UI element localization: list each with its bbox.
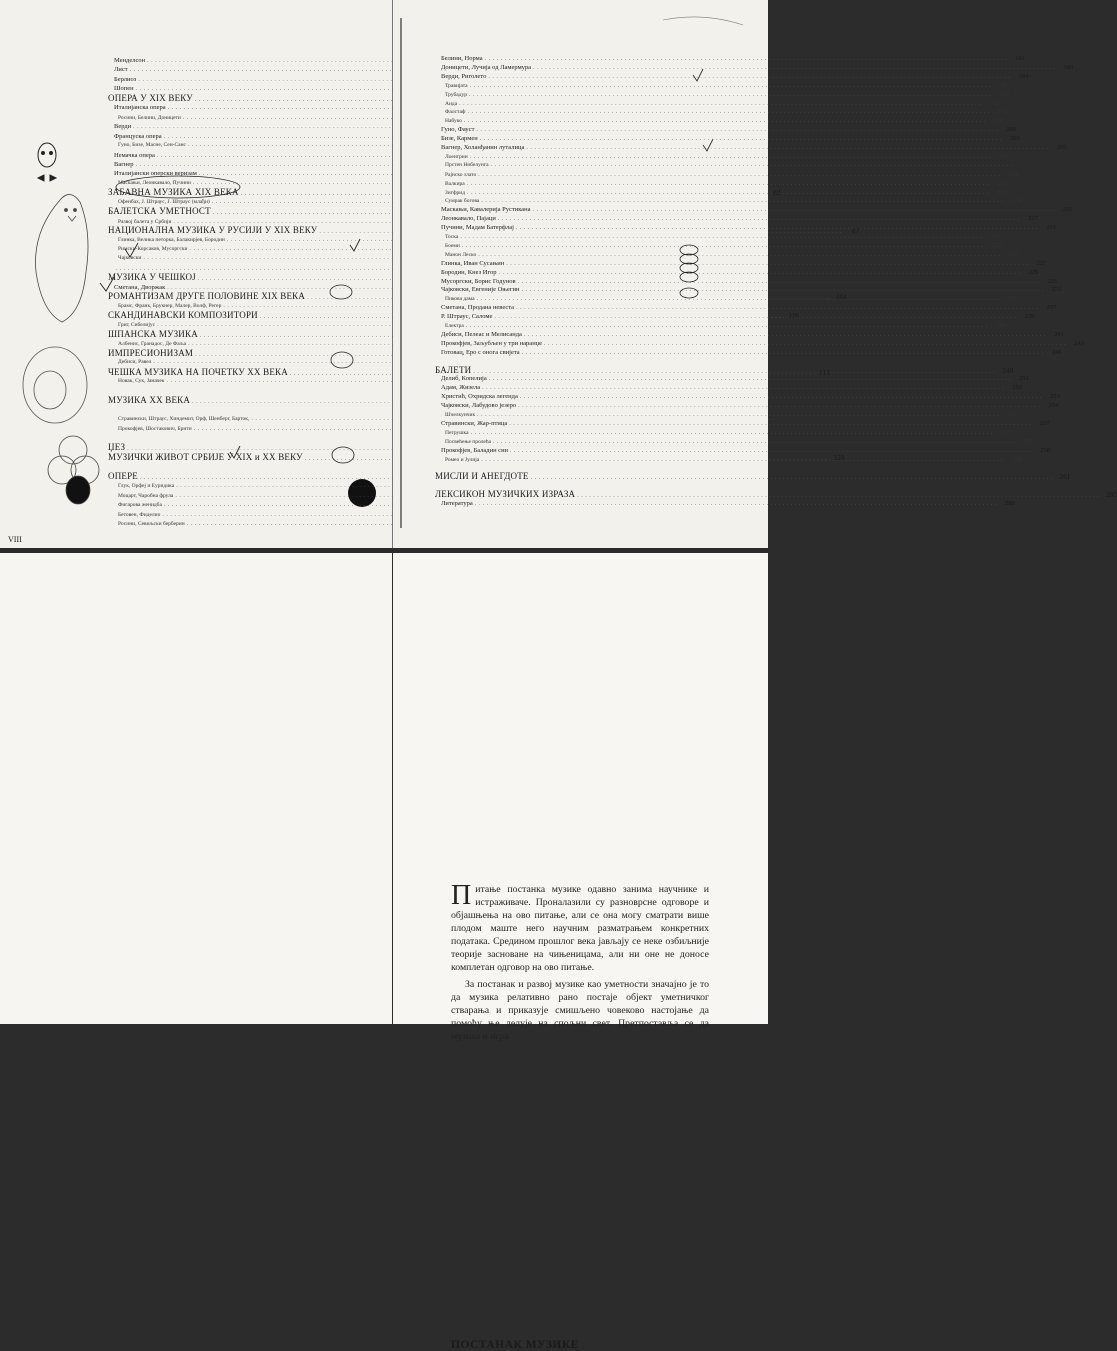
toc-entry-title: Чајковски, Евгеније Оњегин bbox=[441, 286, 520, 294]
toc-entry-page-number: 207 bbox=[999, 152, 1010, 160]
toc-entry-title: Маскањи, Леонкавало, Пучини bbox=[118, 179, 191, 186]
toc-entry-page-number: 243 bbox=[1074, 339, 1085, 347]
toc-entry-page-number: 249 bbox=[1002, 366, 1014, 375]
toc-entry-page-number: 223 bbox=[992, 241, 1002, 249]
toc-entry-title: Сметана, Дворжак bbox=[114, 283, 166, 291]
toc-entry-title: Мусоргски, Борис Годунов bbox=[441, 277, 516, 285]
toc-entry-page-number: 192 bbox=[989, 99, 1000, 107]
toc-entry-title: ЏЕЗ bbox=[108, 442, 126, 453]
toc-entry-title: Електра bbox=[445, 323, 464, 329]
toc-entry-page-number: 209 bbox=[1008, 170, 1019, 178]
toc-entry-page-number: 237 bbox=[1046, 304, 1057, 312]
toc-entry-title: Фигарова женидба bbox=[118, 502, 162, 509]
toc-entry-title: Росини, Белини, Доницети bbox=[118, 114, 181, 121]
toc-entry-title: Адам, Жизела bbox=[441, 384, 481, 392]
toc-entry-title: Вагнер bbox=[114, 160, 134, 168]
toc-entry-title: Белини, Норма bbox=[441, 55, 483, 62]
blank-page-left bbox=[0, 553, 392, 1024]
toc-entry-page-number: 239 bbox=[1024, 313, 1035, 321]
toc-entry-title: Дебиси, Пелеас и Мелисанда bbox=[441, 330, 522, 338]
toc-entry-title: ОПЕРЕ bbox=[108, 470, 138, 481]
toc-entry-title: Христић, Охридска легенда bbox=[441, 393, 518, 401]
toc-entry-title: Офенбах, Ј. Штраус, Ј. Штраус (млађи) bbox=[118, 198, 210, 205]
paragraph-1: Питање постанка музике одавно занима научнике и истраживаче. Проналазили су разноврсне одговоре и објашњења на ово питање, али се она могу сматрати више плодом маште него научним разматрањем конкретних података. Средином прошлог века јављају се неке озбиљније теорије засноване на чињеницама, али ни оне не доносе комплетан одговор на ово питање. bbox=[451, 880, 709, 973]
toc-entry-title: Рајнско злато bbox=[445, 171, 477, 178]
toc-entry-title: Аида bbox=[445, 100, 458, 107]
toc-entry-page-number: 258 bbox=[1040, 446, 1051, 454]
folio-number: VIII bbox=[8, 535, 22, 544]
toc-entry-title: СКАНДИНАВСКИ КОМПОЗИТОРИ bbox=[108, 310, 258, 321]
toc-entry-title: МУЗИЧКИ ЖИВОТ СРБИЈЕ У XIX и XX ВЕКУ bbox=[108, 451, 303, 462]
face-doodle-icon bbox=[38, 143, 56, 181]
toc-entry-page-number: 256 bbox=[1007, 411, 1018, 418]
toc-entry-title: Брамс, Франк, Брукнер, Малер, Волф, Регер bbox=[118, 302, 222, 309]
toc-entry-title: Делиб, Копелија bbox=[441, 375, 487, 383]
toc-entry-title: Прокофјев, Шостакович, Бритн bbox=[118, 425, 192, 432]
toc-entry-page-number: 203 bbox=[1009, 135, 1020, 143]
toc-entry-title: Гуно, Фауст bbox=[441, 126, 475, 134]
toc-entry-title: Бизе, Кармен bbox=[441, 135, 478, 143]
toc-entry-page-number: 254 bbox=[1048, 402, 1059, 410]
toc-entry-page-number: 233 bbox=[1051, 286, 1062, 294]
toc-entry-title: ЧЕШКА МУЗИКА НА ПОЧЕТКУ XX ВЕКА bbox=[108, 366, 288, 377]
toc-entry-title: Пучини, Мадам Батерфлај bbox=[441, 224, 514, 232]
toc-entry-page-number: 235 bbox=[1006, 295, 1017, 303]
toc-entry-page-number: 113 bbox=[819, 368, 830, 377]
toc-entry-page-number: 285 bbox=[1106, 491, 1117, 500]
toc-entry-page-number: 221 bbox=[990, 233, 1001, 240]
toc-entry-title: Боеми bbox=[445, 242, 460, 249]
toc-entry-title: Чајковски, Лабудово језеро bbox=[441, 402, 517, 410]
toc-entry-title: Литература bbox=[441, 500, 473, 507]
toc-entry-title: Трубадур bbox=[445, 91, 468, 98]
toc-entry-title: Доницети, Лучија од Ламермура bbox=[441, 63, 532, 71]
toc-entry-title: Лоенгрин bbox=[445, 153, 468, 160]
toc-entry-title: Стравински, Жар-птица bbox=[441, 419, 508, 427]
toc-entry-page-number: 227 bbox=[1036, 259, 1047, 267]
toc-entry-page-number: 261 bbox=[1059, 473, 1071, 482]
toc-entry-title: Петрушка bbox=[445, 429, 469, 436]
toc-entry-title: ЗАБАВНА МУЗИКА XIX ВЕКА bbox=[108, 187, 239, 198]
toc-entry-title: Пикова дама bbox=[445, 296, 475, 303]
drop-cap: П bbox=[451, 880, 472, 911]
toc-entry-title: Травијата bbox=[445, 82, 468, 89]
toc-entry-title: Дебиси, Равел bbox=[118, 359, 152, 366]
toc-entry-title: Посвећење пролећа bbox=[445, 438, 492, 445]
paragraph-2: За постанак и развој музике као уметности значајно је то да музика релативно рано постаје објект уметничког стварања и приказује смишљено човеково настојање да помоћу ње делује на спољни свет. Претпоставља се да музика и игра bbox=[451, 979, 709, 1042]
toc-entry-title: Римски-Корсаков, Мусоргски bbox=[118, 246, 188, 252]
toc-entry-title: Сметана, Продана невеста bbox=[441, 304, 515, 312]
toc-entry-title: Сумрак богова bbox=[445, 198, 480, 205]
toc-entry-page-number: 251 bbox=[1018, 375, 1029, 383]
toc-entry-title: Немачка опера bbox=[114, 151, 155, 159]
toc-entry bbox=[435, 498, 1015, 509]
toc-entry-title: Росини, Севиљски берберин bbox=[118, 521, 185, 528]
toc-entry-title: НАЦИОНАЛНА МУЗИКА У РУСИЈИ У XIX ВЕКУ bbox=[108, 225, 318, 236]
toc-entry-page-number: 225 bbox=[1008, 250, 1019, 258]
clock-doodle-icon bbox=[23, 347, 87, 423]
toc-entry-title: Шопен bbox=[114, 85, 134, 93]
toc-entry-title: Албенис, Гранадос, Де Фаља bbox=[118, 340, 187, 347]
toc-entry-page-number: 200 bbox=[1006, 126, 1017, 134]
toc-entry-title: Италијански оперски веризам bbox=[114, 170, 197, 178]
chapter-title: ПОСТАНАК МУЗИКЕ bbox=[451, 1339, 579, 1351]
toc-entry-page-number: 104 bbox=[835, 293, 848, 302]
toc-entry-title: Италијанска опера bbox=[114, 104, 166, 112]
toc-entry-page-number: 289 bbox=[1004, 500, 1015, 507]
dot-leader bbox=[475, 498, 997, 510]
toc-entry-title: Тоска bbox=[445, 234, 459, 240]
toc-entry-title: Р. Штраус, Саломе bbox=[441, 313, 493, 321]
toc-entry-title: Прокофјев, Заљубљен у три наранџе bbox=[441, 339, 543, 347]
toc-entry-title: Гуно, Бизе, Масне, Сен-Санс bbox=[118, 142, 186, 149]
toc-entry-title: Новак, Сук, Јаначек bbox=[118, 378, 165, 385]
toc-entry-title: ИМПРЕСИОНИЗАМ bbox=[108, 347, 194, 358]
toc-entry-title: Григ, Сибелијус bbox=[118, 321, 156, 328]
toc-entry-title: Верди bbox=[114, 123, 132, 131]
toc-entry-page-number: 181 bbox=[1014, 55, 1025, 62]
toc-entry-title: Прокофјев, Баладин син bbox=[441, 446, 509, 454]
toc-entry-title: Верди, Риголето bbox=[441, 72, 487, 80]
toc-entry-title: Фалстаф bbox=[445, 109, 466, 116]
toc-entry-page-number: 184 bbox=[1018, 72, 1029, 80]
chapter-page bbox=[393, 553, 768, 1351]
toc-entry-title: МУЗИКА У ЧЕШКОЈ bbox=[108, 272, 196, 283]
toc-entry-title: ОПЕРА У XIX ВЕКУ bbox=[108, 92, 193, 103]
toc-entry-page-number: 252 bbox=[1012, 384, 1023, 392]
flower-doodle-icon bbox=[48, 436, 99, 504]
toc-entry-title: Маскањи, Кавалерија Рустикана bbox=[441, 206, 531, 214]
toc-entry-title: Лист bbox=[114, 66, 128, 74]
toc-entry-title: Набуко bbox=[445, 118, 462, 125]
toc-entry-title: Стравински, Штраус, Хиндемит, Орф, Шенберг, Барток, bbox=[118, 416, 250, 423]
toc-entry-title: Леонкавало, Пајаци bbox=[441, 215, 496, 223]
toc-entry-title: Чајковски bbox=[118, 255, 142, 262]
toc-entry-title: Бородин, Кнез Игор bbox=[441, 268, 497, 276]
toc-entry-title: ШПАНСКА МУЗИКА bbox=[108, 329, 198, 340]
toc-entry-page-number: 106 bbox=[788, 312, 800, 321]
toc-entry-title: РОМАНТИЗАМ ДРУГЕ ПОЛОВИНЕ XIX ВЕКА bbox=[108, 291, 306, 302]
toc-entry-title: Ромео и Јулија bbox=[445, 456, 480, 463]
toc-entry-title: Моцарт, Чаробна фрула bbox=[118, 492, 174, 499]
toc-entry-page-number: 211 bbox=[997, 179, 1007, 187]
toc-entry-page-number: 128 bbox=[833, 453, 845, 462]
toc-entry-title: Француска опера bbox=[114, 132, 162, 140]
toc-entry-page-number: 253 bbox=[1050, 393, 1060, 401]
toc-entry-title: Валкира bbox=[445, 180, 465, 187]
toc-entry-page-number: 197 bbox=[994, 117, 1004, 125]
toc-entry-page-number: 258 bbox=[1023, 437, 1034, 445]
toc-entry-title: Глинка, Велика петорка, Балакирјев, Бородин bbox=[118, 236, 225, 243]
toc-entry-title: ЛЕКСИКОН МУЗИЧКИХ ИЗРАЗА bbox=[435, 489, 576, 500]
toc-entry-page-number: 187 bbox=[999, 81, 1010, 89]
toc-entry-page-number: 246 bbox=[1051, 348, 1062, 356]
toc-entry-page-number: 212 bbox=[997, 188, 1008, 196]
toc-entry-title: Берлиоз bbox=[114, 75, 137, 83]
toc-entry-title: БАЛЕТСКА УМЕТНОСТ bbox=[108, 206, 211, 217]
toc-entry-page-number: 259 bbox=[1011, 455, 1022, 463]
penguin-doodle-icon bbox=[36, 194, 89, 322]
toc-entry-page-number: 257 bbox=[1039, 419, 1050, 427]
toc-entry-title: Шчелкунчик bbox=[445, 412, 476, 418]
toc-entry-page-number: 183 bbox=[1063, 63, 1074, 71]
toc-entry-page-number: 189 bbox=[999, 90, 1010, 98]
toc-entry-title: Глинка, Иван Сусањин bbox=[441, 259, 505, 267]
toc-entry-title: Манон Леско bbox=[445, 251, 477, 258]
toc-entry-page-number: 216 bbox=[1062, 206, 1073, 214]
toc-entry-title: БАЛЕТИ bbox=[435, 364, 472, 375]
toc-entry-page-number: 241 bbox=[1054, 330, 1064, 338]
toc-entry-title: Развој балета у Србији bbox=[118, 218, 172, 225]
toc-entry-page-number: 231 bbox=[1047, 277, 1058, 285]
toc-entry-title: Глук, Орфеј и Еуридика bbox=[118, 483, 175, 490]
toc-entry-title: МИСЛИ И АНЕГДОТЕ bbox=[435, 471, 529, 482]
toc-entry-page-number: 229 bbox=[1028, 268, 1039, 276]
toc-entry-title: Зигфрид bbox=[445, 189, 466, 196]
toc-entry-page-number: 217 bbox=[1028, 215, 1038, 223]
toc-entry-title: Бетовен, Фиделио bbox=[118, 511, 161, 518]
toc-entry-page-number: 219 bbox=[1046, 224, 1056, 232]
toc-entry-page-number: 87 bbox=[851, 227, 860, 236]
toc-entry-title: Готовац, Еро с онога свијета bbox=[441, 348, 520, 356]
toc-entry-page-number: 195 bbox=[997, 108, 1008, 116]
toc-entry-page-number: 214 bbox=[1011, 197, 1022, 205]
toc-entry bbox=[108, 518, 353, 529]
toc-entry-page-number: 82 bbox=[773, 189, 781, 198]
toc-entry-title: Менделсон bbox=[114, 57, 146, 64]
toc-entry-title: Вагнер, Холанђанин луталица bbox=[441, 144, 525, 151]
toc-entry-title: МУЗИКА XX ВЕКА bbox=[108, 395, 191, 406]
toc-entry-page-number: 257 bbox=[1000, 428, 1011, 436]
toc-entry-title: Прстен Нибелунга bbox=[445, 161, 489, 168]
toc-entry-page-number: 240 bbox=[996, 322, 1006, 329]
toc-entry-page-number: 205 bbox=[1056, 144, 1067, 151]
